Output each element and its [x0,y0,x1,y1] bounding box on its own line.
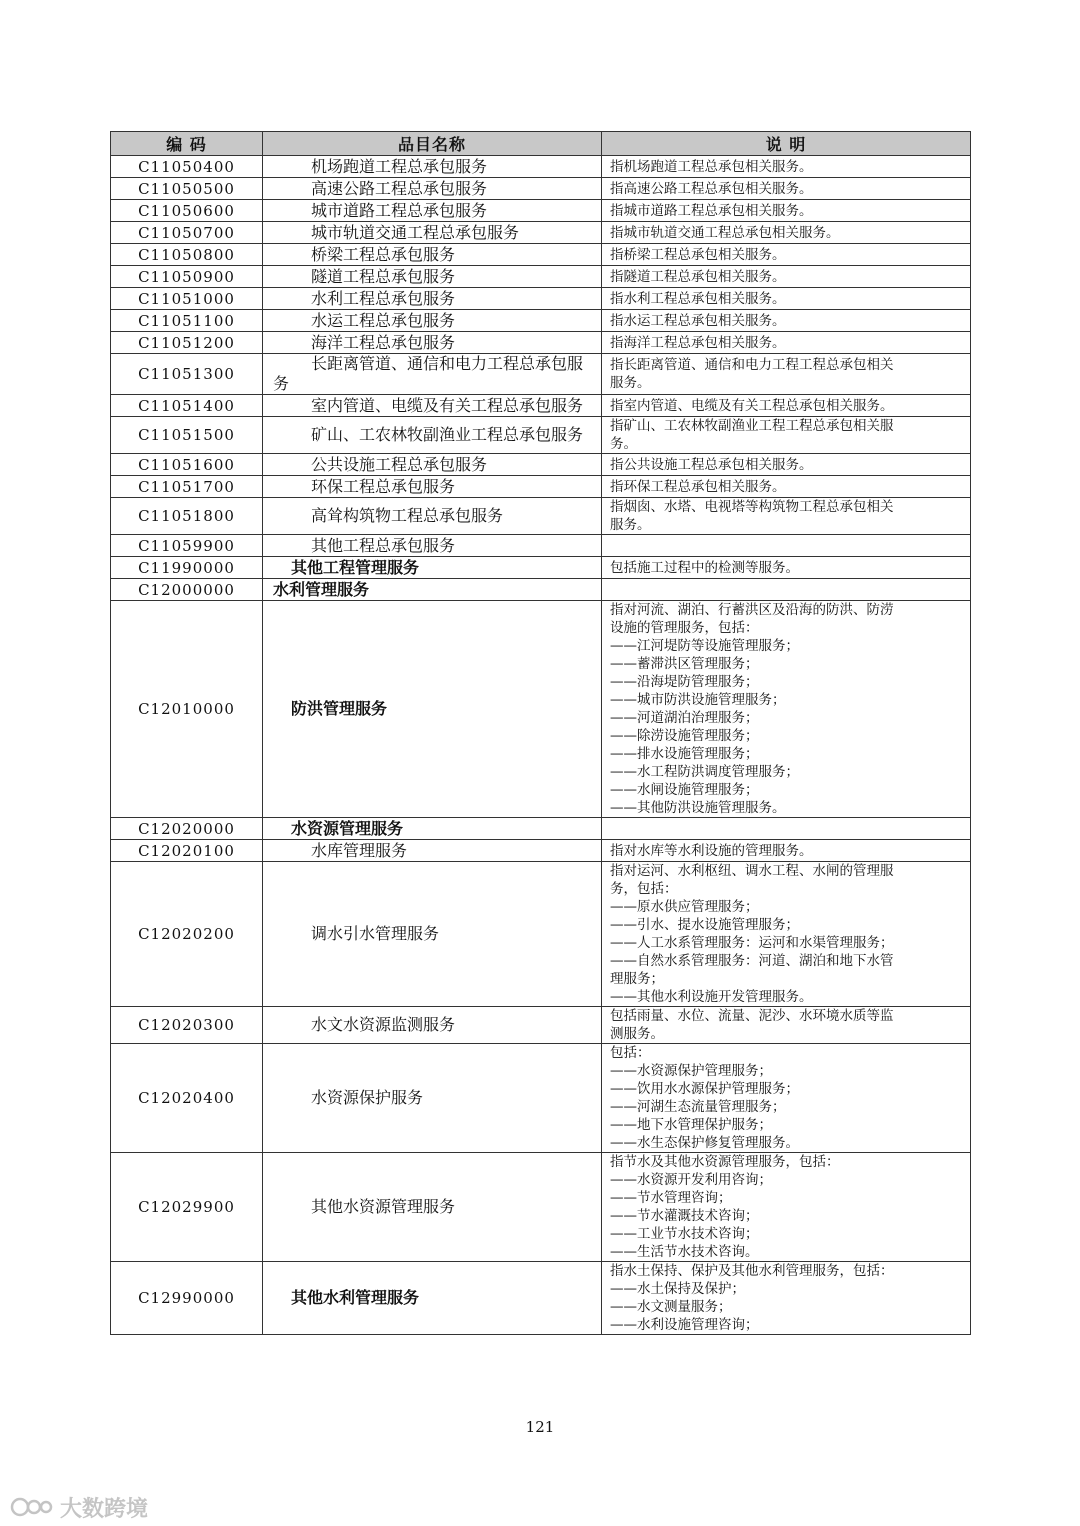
item-name: 桥梁工程总承包服务 [263,244,602,266]
item-note [602,498,971,535]
table-row [111,818,971,840]
item-note [602,310,971,332]
note-line: ——节水灌溉技术咨询； [610,1208,759,1224]
table-row [111,476,971,498]
item-code: C11050900 [111,266,263,288]
note-line: ——城市防洪设施管理服务； [610,692,786,708]
note-line: ——水闸设施管理服务； [610,782,759,798]
note-line: ——原水供应管理服务； [610,899,759,915]
item-note [602,454,971,476]
item-note [602,818,971,840]
item-code: C11050500 [111,178,263,200]
item-name: 水利工程总承包服务 [263,288,602,310]
item-name: 其他工程总承包服务 [263,535,602,557]
item-code: C12020000 [111,818,263,840]
item-name: 水利管理服务 [263,579,602,601]
table-row [111,1262,971,1335]
note-line: 指桥梁工程总承包相关服务。 [610,246,786,263]
note-line: ——水工程防洪调度管理服务； [610,764,799,780]
table-row [111,417,971,454]
note-line: ——自然水系管理服务：河道、湖泊和地下水管 [610,953,894,969]
item-note [602,178,971,200]
item-code: C11051200 [111,332,263,354]
item-name: 水运工程总承包服务 [263,310,602,332]
note-line: 包括： [610,1045,651,1061]
item-code: C11050700 [111,222,263,244]
item-code: C11050600 [111,200,263,222]
item-note [602,862,971,1007]
item-code: C12020100 [111,840,263,862]
note-line: ——水利设施管理咨询； [610,1317,759,1333]
note-line: ——沿海堤防管理服务； [610,674,759,690]
note-line: 指节水及其他水资源管理服务，包括： [610,1154,840,1170]
item-note [602,840,971,862]
note-line: ——引水、提水设施管理服务； [610,917,799,933]
item-code: C11051700 [111,476,263,498]
item-name: 调水引水管理服务 [263,862,602,1007]
note-line: 服务。 [610,517,651,533]
note-line: 指高速公路工程总承包相关服务。 [610,180,813,197]
item-name: 水资源保护服务 [263,1044,602,1153]
item-note [602,200,971,222]
table-row [111,354,971,395]
note-line: ——饮用水水源保护管理服务； [610,1081,799,1097]
note-line: ——河湖生态流量管理服务； [610,1099,786,1115]
item-note [602,1262,971,1335]
note-line: 指室内管道、电缆及有关工程总承包相关服务。 [610,397,894,414]
watermark [10,1492,148,1522]
item-code: C11059900 [111,535,263,557]
watermark-text: 大数跨境 [60,1496,149,1522]
item-note [602,601,971,818]
table-row [111,222,971,244]
table-row [111,535,971,557]
table-row [111,200,971,222]
note-line: ——河道湖泊治理服务； [610,710,759,726]
item-note [602,332,971,354]
item-code: C11051500 [111,417,263,454]
note-line: 指城市轨道交通工程总承包相关服务。 [610,224,840,241]
note-line: ——除涝设施管理服务； [610,728,759,744]
item-code: C11051400 [111,395,263,417]
table-row [111,266,971,288]
note-line: 服务。 [610,375,651,391]
table-header-row [111,132,971,156]
item-name: 高耸构筑物工程总承包服务 [263,498,602,535]
table-row [111,840,971,862]
table-row [111,579,971,601]
item-name: 矿山、工农林牧副渔业工程总承包服务 [263,417,602,454]
item-code: C11051000 [111,288,263,310]
item-code: C12990000 [111,1262,263,1335]
item-note [602,1007,971,1044]
item-note [602,354,971,395]
note-line: ——水资源保护管理服务； [610,1063,772,1079]
catalog-table [110,131,971,1335]
item-code: C12000000 [111,579,263,601]
table-row [111,310,971,332]
item-code: C11050800 [111,244,263,266]
note-line: 指对运河、水利枢纽、调水工程、水闸的管理服 [610,863,894,879]
item-note [602,1153,971,1262]
item-name: 其他工程管理服务 [263,557,602,579]
note-line: 务，包括： [610,881,678,897]
note-line: 指对河流、湖泊、行蓄洪区及沿海的防洪、防涝 [610,602,894,618]
item-name: 城市轨道交通工程总承包服务 [263,222,602,244]
item-code: C11051600 [111,454,263,476]
item-note [602,417,971,454]
table-body [111,156,971,1335]
item-name: 水资源管理服务 [263,818,602,840]
item-name: 防洪管理服务 [263,601,602,818]
item-note [602,579,971,601]
note-line: 指城市道路工程总承包相关服务。 [610,202,813,219]
note-line: ——水土保持及保护； [610,1281,745,1297]
table-row [111,244,971,266]
note-line: ——工业节水技术咨询； [610,1226,759,1242]
item-name: 环保工程总承包服务 [263,476,602,498]
page-number: 121 [525,1418,555,1436]
item-code: C12020400 [111,1044,263,1153]
item-name: 其他水资源管理服务 [263,1153,602,1262]
item-note [602,395,971,417]
table-row [111,862,971,1007]
item-code: C12029900 [111,1153,263,1262]
note-line: ——江河堤防等设施管理服务； [610,638,799,654]
note-line: ——地下水管理保护服务； [610,1117,772,1133]
note-line: 指环保工程总承包相关服务。 [610,478,786,495]
note-line: 指对水库等水利设施的管理服务。 [610,842,813,859]
note-line: 理服务； [610,971,664,987]
note-line: 指矿山、工农林牧副渔业工程工程总承包相关服 [610,418,894,434]
item-note [602,557,971,579]
note-line: ——生活节水技术咨询。 [610,1244,759,1260]
table-row [111,332,971,354]
note-line: 指长距离管道、通信和电力工程工程总承包相关 [610,357,894,373]
item-code: C12020300 [111,1007,263,1044]
item-name: 室内管道、电缆及有关工程总承包服务 [263,395,602,417]
note-line: 指海洋工程总承包相关服务。 [610,334,786,351]
item-note [602,266,971,288]
table-row [111,601,971,818]
note-line: ——水资源开发利用咨询； [610,1172,772,1188]
table-row [111,454,971,476]
table-row [111,1044,971,1153]
item-code: C11051100 [111,310,263,332]
table-row [111,288,971,310]
header-note: 说 明 [602,132,971,156]
item-name: 海洋工程总承包服务 [263,332,602,354]
note-line: 包括雨量、水位、流量、泥沙、水环境水质等监 [610,1008,894,1024]
item-note [602,476,971,498]
item-name: 高速公路工程总承包服务 [263,178,602,200]
note-line: ——节水管理咨询； [610,1190,732,1206]
item-code: C11050400 [111,156,263,178]
item-name: 机场跑道工程总承包服务 [263,156,602,178]
item-code: C12020200 [111,862,263,1007]
note-line: 指隧道工程总承包相关服务。 [610,268,786,285]
note-line: 指公共设施工程总承包相关服务。 [610,456,813,473]
item-name: 长距离管道、通信和电力工程总承包服务 [263,354,602,395]
note-line: 指水土保持、保护及其他水利管理服务，包括： [610,1263,894,1279]
table-row [111,156,971,178]
note-line: 务。 [610,436,637,452]
item-code: C12010000 [111,601,263,818]
note-line: 设施的管理服务，包括： [610,620,759,636]
note-line: ——其他水利设施开发管理服务。 [610,989,813,1005]
table-row [111,498,971,535]
item-note [602,222,971,244]
note-line: ——其他防洪设施管理服务。 [610,800,786,816]
note-line: 指水利工程总承包相关服务。 [610,290,786,307]
item-name: 水库管理服务 [263,840,602,862]
brand-logo-icon [10,1494,54,1520]
note-line: 指水运工程总承包相关服务。 [610,312,786,329]
header-code: 编 码 [111,132,263,156]
table-row [111,395,971,417]
table-row [111,557,971,579]
item-code: C11051800 [111,498,263,535]
table-row [111,1007,971,1044]
item-note [602,156,971,178]
item-code: C11990000 [111,557,263,579]
item-name: 水文水资源监测服务 [263,1007,602,1044]
item-code: C11051300 [111,354,263,395]
item-note [602,288,971,310]
note-line: ——水文测量服务； [610,1299,732,1315]
note-line: ——水生态保护修复管理服务。 [610,1135,799,1151]
item-note [602,1044,971,1153]
header-name: 品目名称 [263,132,602,156]
table-row [111,1153,971,1262]
note-line: ——蓄滞洪区管理服务； [610,656,759,672]
item-name: 隧道工程总承包服务 [263,266,602,288]
note-line: ——人工水系管理服务：运河和水渠管理服务； [610,935,894,951]
note-line: 包括施工过程中的检测等服务。 [610,559,799,576]
item-note [602,244,971,266]
note-line: 测服务。 [610,1026,664,1042]
note-line: 指烟囱、水塔、电视塔等构筑物工程总承包相关 [610,499,894,515]
item-name: 公共设施工程总承包服务 [263,454,602,476]
note-line: ——排水设施管理服务； [610,746,759,762]
table-row [111,178,971,200]
item-name: 其他水利管理服务 [263,1262,602,1335]
item-name: 城市道路工程总承包服务 [263,200,602,222]
note-line: 指机场跑道工程总承包相关服务。 [610,158,813,175]
item-note [602,535,971,557]
